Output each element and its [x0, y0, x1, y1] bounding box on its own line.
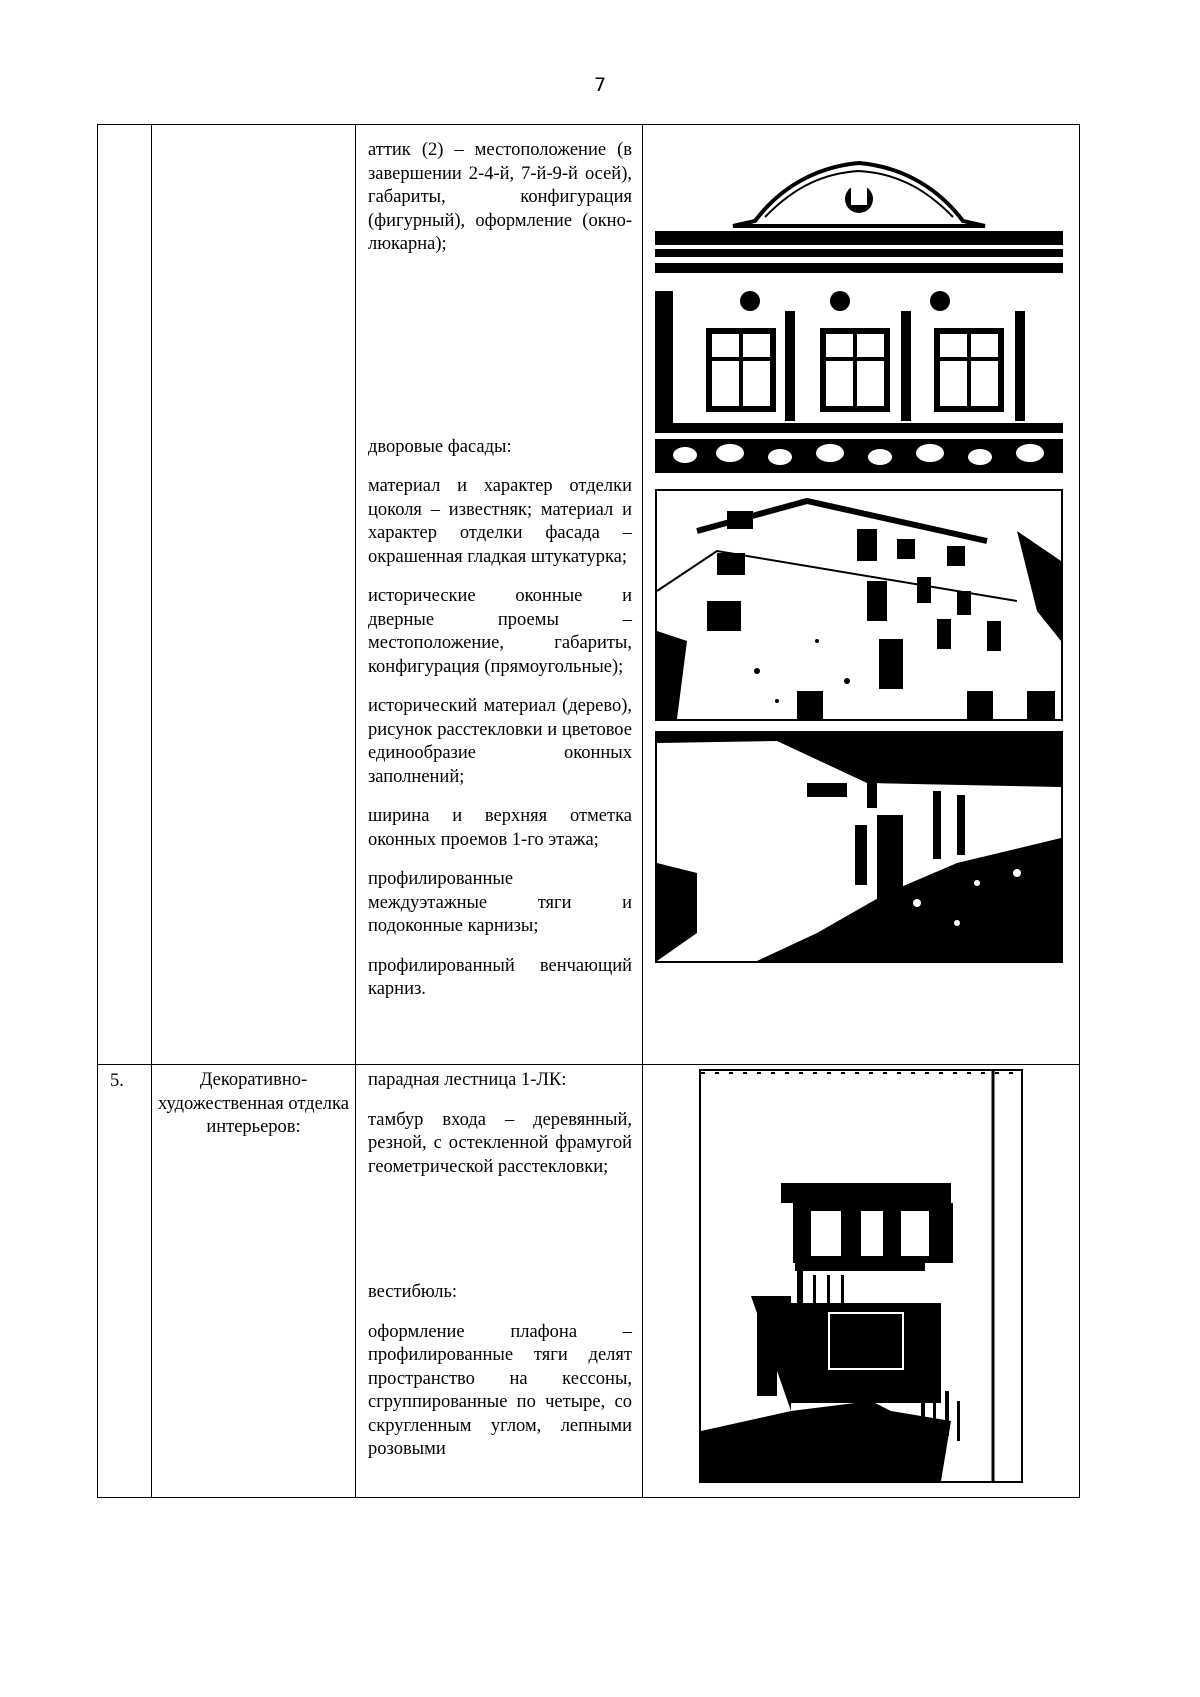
category-cell	[152, 125, 356, 1065]
courtyard-corner-photo	[655, 731, 1063, 963]
entrance-vestibule-photo	[699, 1069, 1023, 1483]
paragraph-vestibule-door: тамбур входа – деревянный, резной, с остекленной фрамугой геометрической расстекловки;	[368, 1109, 632, 1177]
photo-cell	[643, 1065, 1080, 1498]
paragraph-materials: материал и характер отделки цоколя – известняк; материал и характер отделки фасада – окрашенная гладкая штукатурка;	[368, 476, 632, 567]
index-cell	[98, 125, 152, 1065]
paragraph-ground-windows: ширина и верхняя отметка оконных проемов 1-го этажа;	[368, 806, 632, 850]
paragraph-attic: аттик (2) – местоположение (в завершении 2-4-й, 7-й-9-й осей), габариты, конфигурация (фигурный), оформление (окно-люкарна);	[368, 140, 632, 254]
table-row	[98, 125, 1080, 1065]
paragraph-window-fill: исторический материал (дерево), рисунок расстекловки и цветовое единообразие оконных заполнений;	[368, 696, 632, 787]
courtyard-facade-photo	[655, 489, 1063, 721]
description-cell	[356, 125, 643, 1065]
attic-facade-photo	[655, 141, 1063, 473]
paragraph-cornices: профилированные междуэтажные тяги и подоконные карнизы;	[368, 869, 632, 936]
paragraph-ceiling: оформление плафона – профилированные тяги делят пространство на кессоны, сгруппированные по четыре, со скругленным углом, лепными розовыми	[368, 1321, 632, 1459]
paragraph-staircase: парадная лестница 1-ЛК:	[368, 1070, 567, 1090]
table-row	[98, 1065, 1080, 1498]
paragraph-courtyard-facades: дворовые фасады:	[368, 436, 512, 457]
paragraph-openings: исторические оконные и дверные проемы – местоположение, габариты, конфигурация (прямоугольные);	[368, 586, 632, 677]
category-cell: Декоративно-художественная отделка интерьеров:	[152, 1065, 356, 1498]
index-cell: 5.	[98, 1065, 152, 1498]
description-cell	[356, 1065, 643, 1498]
page-number: 7	[593, 74, 607, 96]
paragraph-crowning-cornice: профилированный венчающий карниз.	[368, 955, 632, 999]
photo-cell	[643, 125, 1080, 1065]
paragraph-vestibule: вестибюль:	[368, 1282, 458, 1302]
heritage-table	[97, 124, 1080, 1498]
